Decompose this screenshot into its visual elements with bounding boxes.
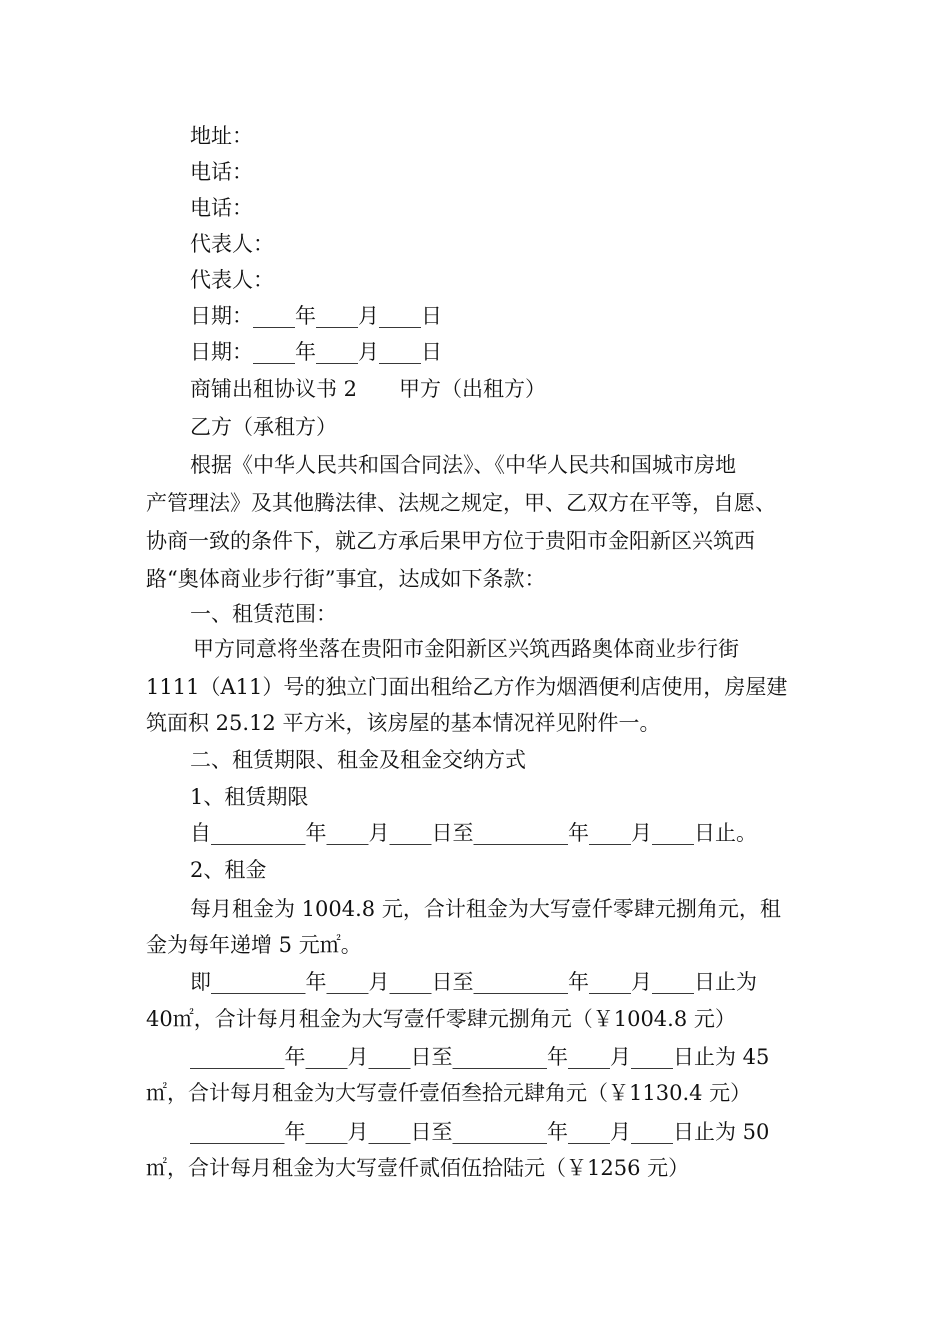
- rent-amount-line: ㎡，合计每月租金为大写壹仟壹佰叁拾元肆角元（￥1130.4 元）: [146, 1081, 752, 1105]
- rent-amount-line: ㎡，合计每月租金为大写壹仟贰佰伍拾陆元（￥1256 元）: [146, 1156, 690, 1180]
- representative-line-a: 代表人：: [190, 232, 274, 256]
- rent-period-line: _________年____月____日至_________年____月____日止为 50: [190, 1120, 770, 1144]
- section-heading: 二、租赁期限、租金及租金交纳方式: [190, 748, 526, 772]
- paragraph-line: 根据《中华人民共和国合同法》、《中华人民共和国城市房地: [190, 453, 736, 477]
- representative-line-b: 代表人：: [190, 268, 274, 292]
- paragraph-line: 筑面积 25.12 平方米，该房屋的基本情况祥见附件一。: [146, 711, 661, 735]
- paragraph-line: 产管理法》及其他腾法律、法规之规定，甲、乙双方在平等，自愿、: [146, 491, 776, 515]
- subsection-heading: 1、租赁期限: [190, 785, 309, 809]
- rent-period-line: 即_________年____月____日至_________年____月____日止为: [190, 970, 757, 994]
- date-line-b: 日期：____年____月____日: [190, 340, 442, 364]
- section-heading: 一、租赁范围：: [190, 602, 337, 626]
- paragraph-line: 1111（A11）号的独立门面出租给乙方作为烟酒便利店使用，房屋建: [146, 675, 788, 699]
- subsection-heading: 2、租金: [190, 858, 267, 882]
- address-line: 地址：: [190, 124, 253, 148]
- paragraph-line: 甲方同意将坐落在贵阳市金阳新区兴筑西路奥体商业步行街: [193, 637, 739, 661]
- phone-line-a: 电话：: [190, 160, 253, 184]
- party-b-line: 乙方（承租方）: [190, 415, 337, 439]
- term-period-line: 自_________年____月____日至_________年____月____日止。: [190, 821, 757, 845]
- date-line-a: 日期：____年____月____日: [190, 304, 442, 328]
- paragraph-line: 每月租金为 1004.8 元，合计租金为大写壹仟零肆元捌角元，租: [190, 897, 781, 921]
- document-title-line: 商铺出租协议书 2 甲方（出租方）: [190, 377, 547, 401]
- phone-line-b: 电话：: [190, 196, 253, 220]
- paragraph-line: 金为每年递增 5 元㎡。: [146, 933, 362, 957]
- paragraph-line: 路“奥体商业步行街”事宜，达成如下条款：: [146, 567, 546, 591]
- paragraph-line: 协商一致的条件下，就乙方承后果甲方位于贵阳市金阳新区兴筑西: [146, 529, 755, 553]
- rent-amount-line: 40㎡，合计每月租金为大写壹仟零肆元捌角元（￥1004.8 元）: [146, 1007, 736, 1031]
- rent-period-line: _________年____月____日至_________年____月____日止为 45: [190, 1045, 770, 1069]
